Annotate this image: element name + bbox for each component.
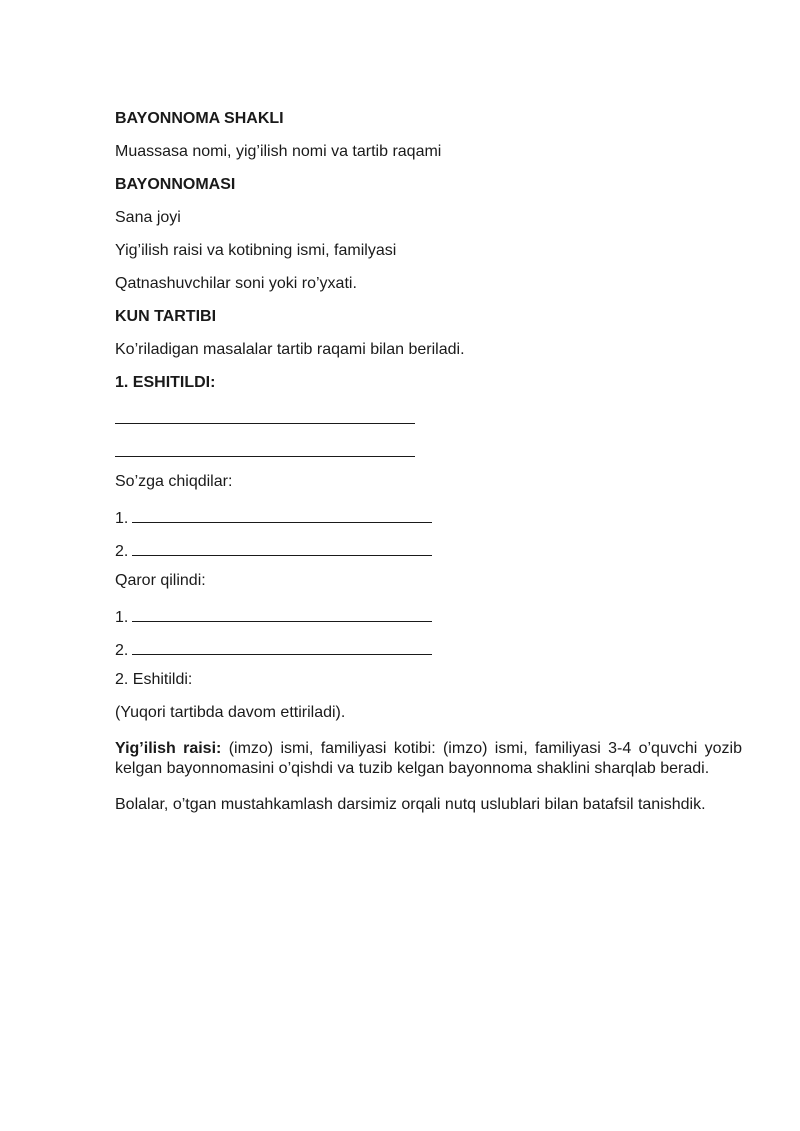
fill-in-line bbox=[132, 637, 432, 655]
decision-label: Qaror qilindi: bbox=[115, 572, 206, 589]
speakers-label: So’zga chiqdilar: bbox=[115, 473, 233, 490]
agenda-text: Ko’riladigan masalalar tartib raqami bilan beriladi. bbox=[115, 341, 465, 358]
closing-text: (imzo) ismi, familiyasi kotibi: (imzo) ismi, familiyasi 3-4 o’quvchi yozib kelgan bayonnomasini o’qishdi va tuzib kelgan bayonnoma shaklini sharqlab beradi. bbox=[115, 740, 742, 777]
item-number: 2. bbox=[115, 543, 129, 560]
decision-item-2 bbox=[115, 637, 742, 657]
heard-heading: 1. ESHITILDI: bbox=[115, 374, 216, 391]
heard-2-label: 2. Eshitildi: bbox=[115, 671, 193, 688]
item-number: 2. bbox=[115, 642, 129, 659]
fill-in-line bbox=[115, 439, 415, 457]
participants-line: Qatnashuvchilar soni yoki ro’yxati. bbox=[115, 275, 357, 292]
chair-label: Yig’ilish raisi: bbox=[115, 740, 222, 757]
fill-in-line bbox=[132, 538, 432, 556]
blank-line-1 bbox=[115, 406, 742, 426]
fill-in-line bbox=[115, 406, 415, 424]
speaker-item-2 bbox=[115, 538, 742, 558]
closing-paragraph bbox=[115, 739, 742, 779]
institution-line: Muassasa nomi, yig’ilish nomi va tartib raqami bbox=[115, 143, 442, 160]
bayonnoma-heading: BAYONNOMASI bbox=[115, 176, 236, 193]
item-number: 1. bbox=[115, 510, 129, 527]
chair-secretary-line: Yig’ilish raisi va kotibning ismi, familyasi bbox=[115, 242, 397, 259]
final-paragraph: Bolalar, o’tgan mustahkamlash darsimiz orqali nutq uslublari bilan batafsil tanishdik. bbox=[115, 796, 706, 813]
item-number: 1. bbox=[115, 609, 129, 626]
date-place-line: Sana joyi bbox=[115, 209, 181, 226]
blank-line-2 bbox=[115, 439, 742, 459]
decision-item-1 bbox=[115, 604, 742, 624]
continue-note: (Yuqori tartibda davom ettiriladi). bbox=[115, 704, 346, 721]
fill-in-line bbox=[132, 604, 432, 622]
document-page bbox=[115, 109, 742, 828]
speaker-item-1 bbox=[115, 505, 742, 525]
agenda-heading: KUN TARTIBI bbox=[115, 308, 217, 325]
document-title: BAYONNOMA SHAKLI bbox=[115, 110, 284, 127]
fill-in-line bbox=[132, 505, 432, 523]
